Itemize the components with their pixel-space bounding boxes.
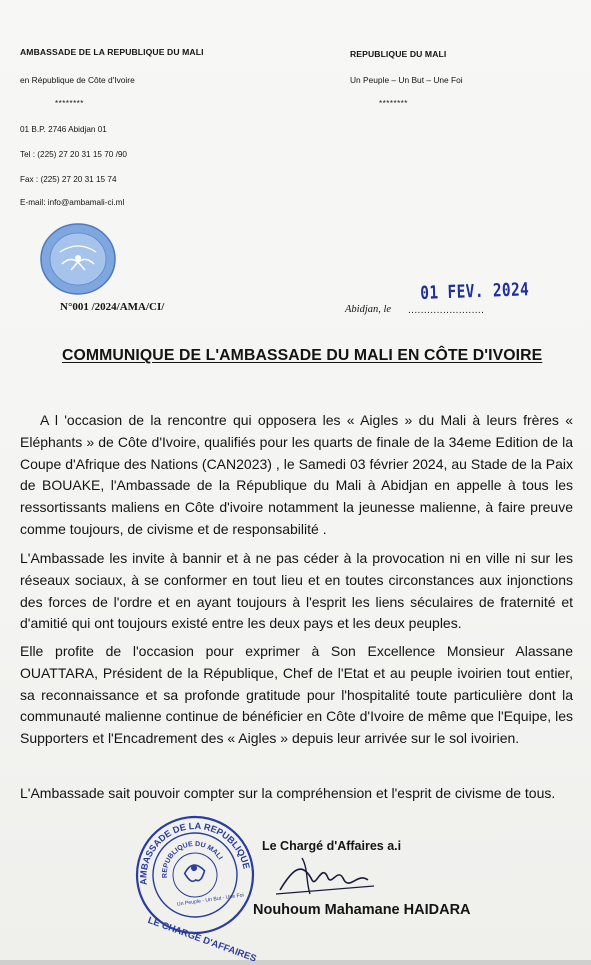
left-separator-stars: ******** [55, 99, 84, 108]
paragraph-1: A l 'occasion de la rencontre qui opposera les « Aigles » du Mali à leurs frères « Eléphants » de Côte d'Ivoire, qualifiés pour les quarts de finale de la 34eme Edition de la Coupe d'Afrique des Nations (CAN2023) , le Samedi 03 février 2024, au Stade de la Paix de BOUAKE, l'Ambassade de la République du Mali à Abidjan en appelle à tous les ressortissants maliens en Côte d'ivoire notamment la jeunesse malienne, à faire preuve comme toujours, de civisme et de responsabilité . [20, 412, 573, 537]
embassy-seal-icon [38, 222, 118, 296]
telephone: Tel : (225) 27 20 31 15 70 /90 [20, 150, 127, 159]
email: E-mail: info@ambamali-ci.ml [20, 198, 125, 207]
stamp-bottom-label: LE CHARGÉ D'AFFAIRES [146, 915, 258, 965]
place-label: Abidjan, le [345, 304, 392, 315]
republic-name: REPUBLIQUE DU MALI [350, 49, 447, 59]
paragraph-4: L'Ambassade sait pouvoir compter sur la compréhension et l'esprit de civisme de tous. [20, 785, 556, 801]
date-dotted-line: ........................ [408, 305, 485, 316]
handwritten-signature-icon [272, 850, 382, 902]
fax: Fax : (225) 27 20 31 15 74 [20, 175, 117, 184]
stamp-motto: Un Peuple - Un But - Une Foi [176, 892, 245, 908]
stamp-outer-text: AMBASSADE DE LA REPUBLIQUE [138, 820, 252, 886]
date-stamp: 01 FEV. 2024 [420, 279, 530, 304]
republic-motto: Un Peuple – Un But – Une Foi [350, 75, 463, 85]
paragraph-3: Elle profite de l'occasion pour exprimer à Son Excellence Monsieur Alassane OUATTARA, Président de la République, Chef de l'Etat et au peuple ivoirien tout entier, sa reconnaissance et sa profonde gratitude pour l'hospitalité toute particulière dont la communauté malienne continue de bénéficier en Côte d'Ivoire de même que l'Equipe, les Supporters et l'Encadrement des « Aigles » depuis leur arrivée sur le sol ivoirien. [20, 643, 573, 747]
embassy-location: en République de Côte d'Ivoire [20, 75, 135, 85]
embassy-name: AMBASSADE DE LA REPUBLIQUE DU MALI [20, 47, 204, 57]
signatory-name: Nouhoum Mahamane HAIDARA [253, 902, 471, 918]
document-title: COMMUNIQUE DE L'AMBASSADE DU MALI EN CÔTE D'IVOIRE [62, 347, 543, 364]
signatory-title: Le Chargé d'Affaires a.i [262, 839, 402, 853]
postal-address: 01 B.P. 2746 Abidjan 01 [20, 125, 107, 134]
right-separator-stars: ******** [379, 99, 408, 108]
paragraph-2: L'Ambassade les invite à bannir et à ne pas céder à la provocation ni en ville ni sur les réseaux sociaux, à se conformer en tout lieu et en toutes circonstances aux injonctions des forces de l'ordre et en ayant toujours à l'esprit les liens séculaires de fraternité et d'amitié qui ont toujours existé entre les deux pays et les deux peuples. [20, 550, 573, 632]
svg-text:AMBASSADE DE LA REPUBLIQUE DU [130, 810, 252, 888]
stamp-inner-text: REPUBLIQUE DU MALI [161, 840, 224, 879]
reference-number: N°001 /2024/AMA/CI/ [60, 301, 165, 313]
